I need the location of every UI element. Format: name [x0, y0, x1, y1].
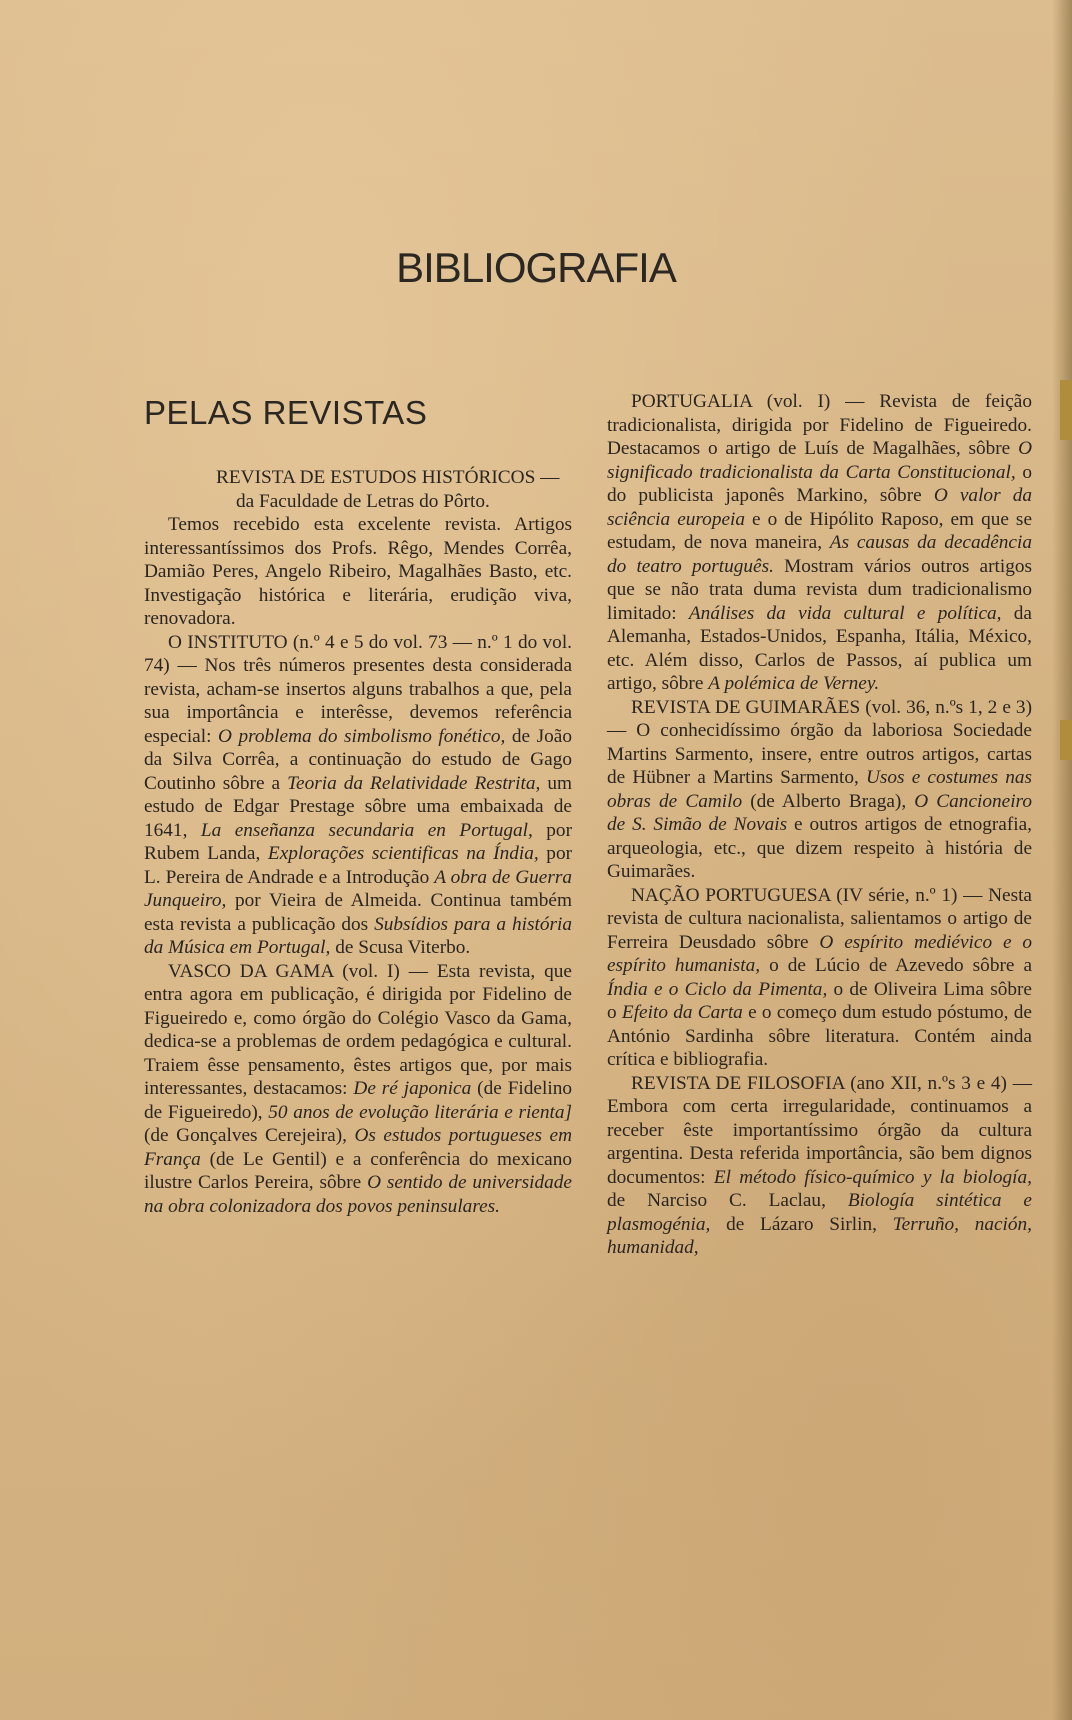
entry-text: REVISTA DE FILOSOFIA (ano XII, n.ºs 3 e 4) — Embora com certa irregularidade, continuamos a receber êste importantíssimo órgão da cultura argentina. Desta referida importância, são bem dignos documentos: [607, 1072, 1032, 1188]
work-title: Biología sintética e plasmogénia, [607, 1190, 1032, 1235]
entry-text: NAÇÃO PORTUGUESA (IV série, n.º 1) — Nesta revista de cultura nacionalista, salientamos o artigo de Ferreira Deusdado sôbre [607, 884, 1032, 953]
work-title: 50 anos de evolução literária e rienta] [268, 1101, 572, 1123]
work-title: Índia e o Ciclo da Pimenta, [607, 978, 828, 1000]
left-column [144, 466, 572, 1218]
entry-text: (de Fidelino de Figueiredo), [144, 1078, 572, 1123]
review-entry [144, 631, 572, 960]
review-entry [607, 696, 1032, 884]
work-title: O significado tradicionalista da Carta Constitucional, [607, 438, 1032, 483]
entry-text: o de Oliveira Lima sôbre o [607, 978, 1032, 1023]
entry-text: um estudo de Edgar Prestage sôbre uma embaixada de 1641, [144, 772, 572, 841]
review-entry [144, 513, 572, 631]
entry-text: O INSTITUTO (n.º 4 e 5 do vol. 73 — n.º 1 do vol. 74) — Nos três números presentes desta considerada revista, acham-se insertos alguns trabalhos a que, pela sua importância e interêsse, devemos referência especial: [144, 631, 572, 747]
page-edge-tab [1060, 720, 1072, 760]
entry-text: e outros artigos de etnografia, arqueologia, etc., que dizem respeito à história de Guimarães. [607, 814, 1033, 882]
work-title: Terruño, nación, humanidad, [607, 1213, 1032, 1258]
work-title: A polémica de Verney. [708, 673, 880, 694]
entry-text: (de Gonçalves Cerejeira), [144, 1125, 355, 1146]
review-entry [607, 390, 1032, 696]
entry-text: REVISTA DE ESTUDOS HISTÓRICOS — da Faculdade de Letras do Pôrto. [216, 467, 560, 512]
page-title: BIBLIOGRAFIA [396, 244, 676, 291]
section-title: PELAS REVISTAS [144, 394, 428, 431]
review-entry [144, 960, 572, 1219]
work-title: De ré japonica [353, 1078, 472, 1099]
right-column [607, 390, 1032, 1260]
work-title: O espírito mediévico e o espírito humanista, [607, 931, 1032, 976]
entry-text: o de Lúcio de Azevedo sôbre a [760, 955, 1033, 976]
entry-text: e o começo dum estudo póstumo, de António Sardinha sôbre literatura. Contém ainda crítica e bibliografia. [607, 1002, 1032, 1070]
entry-text: REVISTA DE GUIMARÃES (vol. 36, n.ºs 1, 2 e 3) — O conhecidíssimo órgão da laboriosa Sociedade Martins Sarmento, insere, entre outros artigos, cartas de Hübner a Martins Sarmento, [607, 696, 1032, 788]
work-title: A obra de Guerra Junqueiro, [144, 866, 572, 911]
entry-text: (de Alberto Braga), [742, 790, 915, 812]
review-entry [607, 884, 1032, 1072]
entry-text: de João da Silva Corrêa, a continuação do estudo de Gago Coutinho sôbre a [144, 725, 572, 794]
work-title: As causas da decadência do teatro português. [607, 532, 1032, 577]
entry-text: de Scusa Viterbo. [330, 937, 471, 958]
work-title: Subsídios para a história da Música em Portugal, [144, 913, 573, 958]
work-title: El método físico-químico y la biología, [713, 1166, 1032, 1188]
work-title: O sentido de universidade na obra colonizadora dos povos peninsulares. [144, 1172, 572, 1217]
entry-text: por Vieira de Almeida. Continua também esta revista a publicação dos [144, 890, 572, 935]
entry-text: e o de Hipólito Raposo, em que se estudam, de nova maneira, [607, 508, 1032, 553]
work-title: Explorações scientificas na Índia, [267, 843, 539, 864]
work-title: Efeito da Carta [621, 1002, 743, 1023]
work-title: La enseñanza secundaria en Portugal, [200, 819, 533, 841]
entry-text: por L. Pereira de Andrade e a Introdução [144, 843, 572, 888]
entry-text: de Lázaro Sirlin, [710, 1213, 893, 1235]
entry-text: VASCO DA GAMA (vol. I) — Esta revista, que entra agora em publicação, é dirigida por Fidelino de Figueiredo e, como órgão do Colégio Vasco da Gama, dedica-se a problemas de ordem pedagógica e cultural. Traiem êsse pensamento, êstes artigos que, por mais interessantes, destacamos: [144, 960, 572, 1099]
work-title: Os estudos portugueses em França [144, 1125, 572, 1170]
review-entry [144, 466, 572, 513]
review-entry [607, 1072, 1032, 1260]
work-title: Análises da vida cultural e política, [688, 602, 1002, 624]
entry-text: de Narciso C. Laclau, [607, 1190, 848, 1211]
entry-text: PORTUGALIA (vol. I) — Revista de feição tradicionalista, dirigida por Fidelino de Figueiredo. Destacamos o artigo de Luís de Magalhães, sôbre [607, 391, 1032, 459]
work-title: O valor da sciência europeia [607, 485, 1032, 530]
entry-text: (de Le Gentil) e a conferência do mexicano ilustre Carlos Pereira, sôbre [144, 1148, 572, 1193]
entry-text: por Rubem Landa, [144, 819, 572, 864]
entry-text: o do publicista japonês Markino, sôbre [607, 461, 1032, 506]
work-title: Teoria da Relatividade Restrita, [287, 772, 541, 794]
work-title: Usos e costumes nas obras de Camilo [607, 767, 1033, 812]
entry-text: da Alemanha, Estados-Unidos, Espanha, Itália, México, etc. Além disso, Carlos de Passos, aí publica um artigo, sôbre [607, 602, 1032, 694]
entry-text: Mostram vários outros artigos que se não trata duma revista dum tradicionalismo limitado: [607, 555, 1032, 624]
entry-text: Temos recebido esta excelente revista. Artigos interessantíssimos dos Profs. Rêgo, Mendes Corrêa, Damião Peres, Angelo Ribeiro, Magalhães Basto, etc. Investigação histórica e literária, erudição viva, renovadora. [144, 514, 572, 629]
page-edge-tab [1060, 380, 1072, 440]
work-title: O problema do simbolismo fonético, [218, 725, 506, 747]
work-title: O Cancioneiro de S. Simão de Novais [607, 790, 1032, 835]
